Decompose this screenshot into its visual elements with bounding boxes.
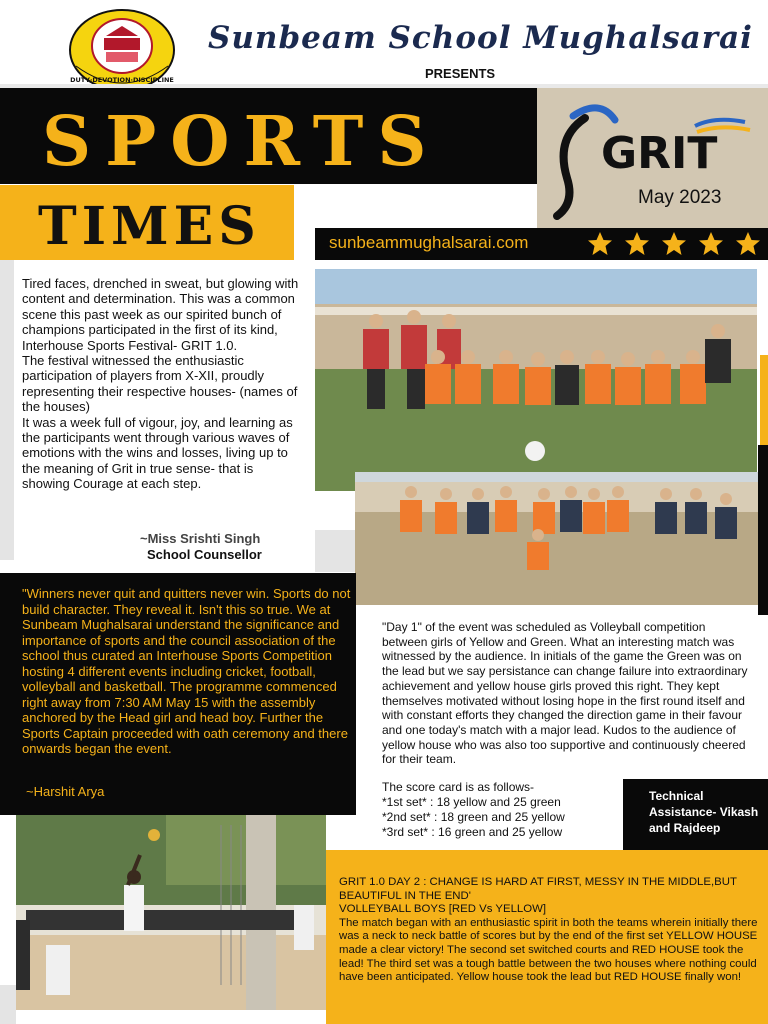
team-photo-boys	[355, 472, 758, 605]
day2-subheading: VOLLEYBALL BOYS [RED Vs YELLOW]	[339, 903, 547, 916]
right-accent-black	[758, 445, 768, 615]
day1-text: "Day 1" of the event was scheduled as Volleyball competition between girls of Yellow and Green. What an interesting match was witnessed by the audience. In initials of the game the Green was on the lead but we say persistance can change failure into extraordinary achievement and yellow house girls proved this right. They kept themselves motivated without losing hope in the first round itself and with constant efforts they changed the direction game in their favour and one today's match with a major lead. Kudos to the audience of yellow house who was also too supportive and continuously cheered for their team.	[382, 620, 748, 767]
svg-text:DUTY·DEVOTION·DISCIPLINE: DUTY·DEVOTION·DISCIPLINE	[70, 76, 174, 84]
grey-accent-box	[315, 530, 355, 572]
winners-author: ~Harshit Arya	[26, 784, 105, 799]
score-intro: The score card is as follows-	[382, 780, 535, 794]
score-line: *3rd set* : 16 green and 25 yellow	[382, 825, 563, 839]
intro-paragraph: Tired faces, drenched in sweat, but glowing with content and determination. This was a common scene this past week as our spirited bunch of champions participated in the first of its kind, Interhouse Sports Festival- GRIT 1.0.	[22, 276, 299, 353]
day1-article	[382, 620, 754, 767]
score-line: *2nd set* : 18 green and 25 yellow	[382, 810, 565, 824]
counsellor-name: ~Miss Srishti Singh	[140, 531, 261, 546]
score-line: *1st set* : 18 yellow and 25 green	[382, 795, 561, 809]
bottom-accent	[0, 985, 16, 1024]
day2-heading: GRIT 1.0 DAY 2 : CHANGE IS HARD AT FIRST, MESSY IN THE MIDDLE,BUT BEAUTIFUL IN THE END'	[339, 876, 737, 902]
school-name: Sunbeam School Mughalsarai	[208, 20, 753, 56]
presents-label: PRESENTS	[425, 66, 496, 81]
website-link[interactable]: sunbeammughalsarai.com	[329, 233, 529, 252]
svg-text:GRIT: GRIT	[601, 128, 718, 179]
title-times: TIMES	[38, 196, 261, 257]
intro-paragraph: The festival witnessed the enthusiastic participation of players from X-XII, proudly representing their respective houses- (names of the houses)	[22, 353, 298, 415]
tech-credit: Technical Assistance- Vikash and Rajdeep	[649, 789, 759, 835]
title-sports: SPORTS	[42, 102, 441, 182]
star-rating-icon	[585, 230, 765, 258]
counsellor-role: School Counsellor	[147, 547, 262, 562]
winners-quote: "Winners never quit and quitters never win. Sports do not build character. They reveal it. Isn't this so true. We at Sunbeam Mughalsarai understand the significance and importance of sports and the council association of the school thus curated an Interhouse Sports Competition hosting 4 different events including cricket, football, volleyball and basketball. The programme commenced right away from 7:30 AM May 15 with the assembly anchored by the Head girl and head boy. Further the Sports Captain proceeded with oath ceremony and there onwards began the event.	[22, 586, 351, 756]
score-card	[382, 780, 565, 840]
event-date: May 2023	[638, 187, 722, 208]
intro-paragraph: It was a week full of vigour, joy, and learning as the participants went through various waves of emotions with the wins and losses, living up to the meaning of Grit in true sense- that is showing Courage at each step.	[22, 414, 293, 492]
volleyball-photo	[16, 815, 326, 1010]
day2-text: The match began with an enthusiastic spirit in both the teams wherein initially there was a neck to neck battle of scores but by the end of the first set YELLOW HOUSE made a clear victory! The second set switched courts and RED HOUSE took the lead! The third set was a tough battle between the two houses where nothing could have been anticipated. Yellow house took the lead but RED HOUSE finally won!	[339, 916, 758, 984]
intro-article	[22, 276, 300, 492]
left-accent	[0, 260, 14, 560]
right-accent-yellow	[760, 355, 768, 445]
team-photo-girls	[315, 269, 757, 491]
day2-article	[339, 876, 764, 985]
